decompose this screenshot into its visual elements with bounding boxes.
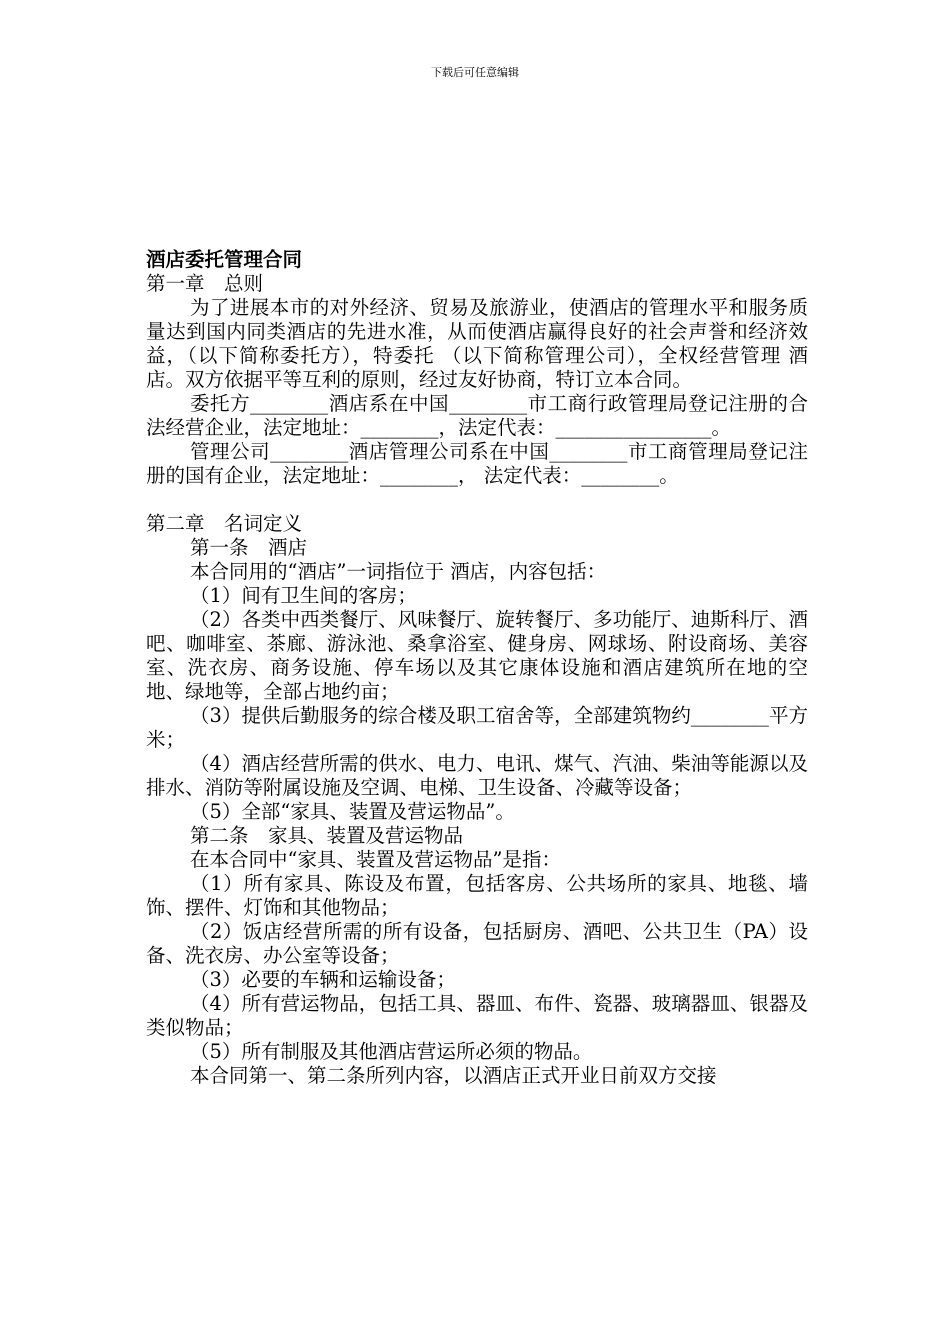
article-2-item: （3）必要的车辆和运输设备； (190, 968, 456, 991)
article-2-item: （4）所有营运物品，包括工具、器皿、布件、瓷器、玻璃器皿、银器及类似物品； (146, 992, 808, 1039)
article-1-heading: 第一条 酒店 (190, 536, 308, 559)
article-1-item: （5）全部“家具、装置及营运物品”。 (190, 800, 515, 823)
article-1-intro: 本合同用的“酒店”一词指位于 酒店，内容包括： (190, 560, 607, 583)
closing-paragraph: 本合同第一、第二条所列内容，以酒店正式开业日前双方交接 (190, 1064, 717, 1087)
chapter-2-heading: 第二章 名词定义 (146, 512, 303, 535)
page-header-note: 下载后可任意编辑 (431, 66, 519, 79)
article-2-item: （2）饭店经营所需的所有设备，包括厨房、酒吧、公共卫生（PA）设备、洗衣房、办公室等设备； (146, 920, 808, 967)
chapter-1-paragraph-1: 为了进展本市的对外经济、贸易及旅游业，使酒店的管理水平和服务质量达到国内同类酒店的先进水准，从而使酒店赢得良好的社会声誉和经济效益，（以下简称委托方），特委托 （以下简称管理公司），全权经营管理 酒店。双方依据平等互利的原则，经过友好协商，特订立本合同。 (146, 296, 808, 391)
chapter-spacer (146, 488, 808, 512)
article-1-item: （4）酒店经营所需的供水、电力、电讯、煤气、汽油、柴油等能源以及排水、消防等附属设施及空调、电梯、卫生设备、冷藏等设备； (146, 752, 808, 799)
article-1-item: （3）提供后勤服务的综合楼及职工宿舍等，全部建筑物约________平方米； (146, 704, 808, 751)
document-title: 酒店委托管理合同 (146, 248, 303, 271)
article-1-item: （2）各类中西类餐厅、风味餐厅、旋转餐厅、多功能厅、迪斯科厅、酒吧、咖啡室、茶廊、游泳池、桑拿浴室、健身房、网球场、附设商场、美容室、洗衣房、商务设施、停车场以及其它康体设施和酒店建筑所在地的空地、绿地等，全部占地约亩； (146, 608, 808, 703)
chapter-1-paragraph-3: 管理公司________酒店管理公司系在中国________市工商管理局登记注册的国有企业，法定地址：________， 法定代表：________。 (146, 440, 808, 487)
article-2-item: （1）所有家具、陈设及布置，包括客房、公共场所的家具、地毯、墙饰、摆件、灯饰和其他物品； (146, 872, 808, 919)
article-2-intro: 在本合同中“家具、装置及营运物品”是指： (190, 848, 561, 871)
chapter-1-heading: 第一章 总则 (146, 272, 264, 295)
article-1-item: （1）间有卫生间的客房； (190, 584, 417, 607)
contract-document (146, 248, 808, 1088)
article-2-item: （5）所有制服及其他酒店营运所必须的物品。 (190, 1040, 593, 1063)
chapter-1-paragraph-2: 委托方________酒店系在中国________市工商行政管理局登记注册的合法经营企业，法定地址：________，法定代表：________________。 (146, 392, 808, 439)
article-2-heading: 第二条 家具、装置及营运物品 (190, 824, 464, 847)
